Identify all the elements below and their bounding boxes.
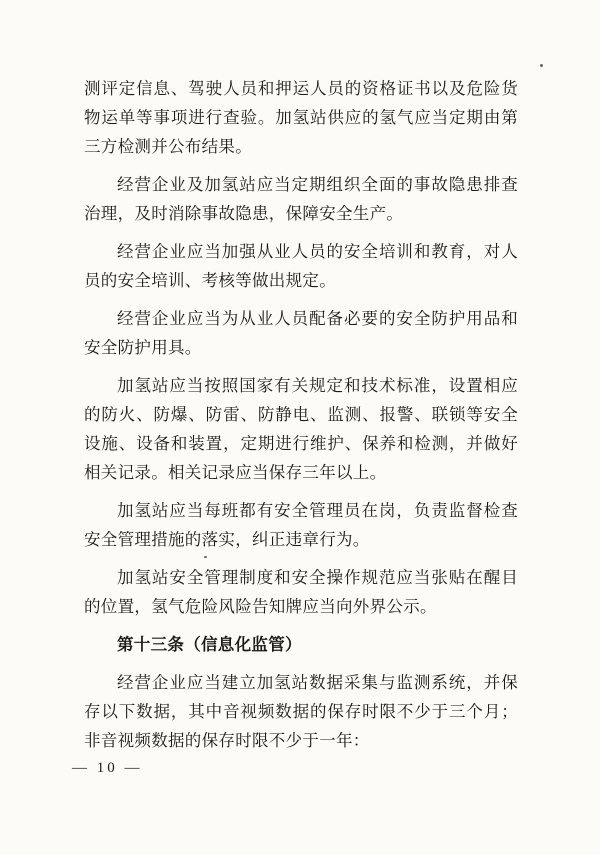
article-13-heading: 第十三条（信息化监管）: [117, 635, 302, 654]
paragraph: 经营企业应当加强从业人员的安全培训和教育，对人员的安全培训、考核等做出规定。: [84, 242, 518, 290]
paragraph: 经营企业及加氢站应当定期组织全面的事故隐患排查治理，及时消除事故隐患，保障安全生产。: [84, 175, 518, 223]
paragraph: 加氢站应当按照国家有关规定和技术标准，设置相应的防火、防爆、防雷、防静电、监测、报警、联锁等安全设施、设备和装置，定期进行维护、保养和检测，并做好相关记录。相关记录应当保存三年以上。: [84, 376, 518, 482]
page-number: — 10 —: [72, 760, 143, 776]
paragraph: 加氢站应当每班都有安全管理员在岗，负责监督检查安全管理措施的落实，纠正违章行为。: [84, 501, 518, 549]
paragraph-continuation: 测评定信息、驾驶人员和押运人员的资格证书以及危险货物运单等事项进行查验。加氢站供应的氢气应当定期由第三方检测并公布结果。: [84, 79, 518, 156]
paragraph: 经营企业应当建立加氢站数据采集与监测系统，并保存以下数据，其中音视频数据的保存时限不少于三个月；非音视频数据的保存时限不少于一年：: [84, 673, 518, 750]
scan-artifact-dot: [540, 64, 543, 67]
paragraph: 加氢站安全管理制度和安全操作规范应当张贴在醒目的位置，氢气危险风险告知牌应当向外界公示。: [84, 568, 518, 616]
scan-artifact-dot: [204, 556, 207, 558]
paragraph: 经营企业应当为从业人员配备必要的安全防护用品和安全防护用具。: [84, 309, 518, 357]
